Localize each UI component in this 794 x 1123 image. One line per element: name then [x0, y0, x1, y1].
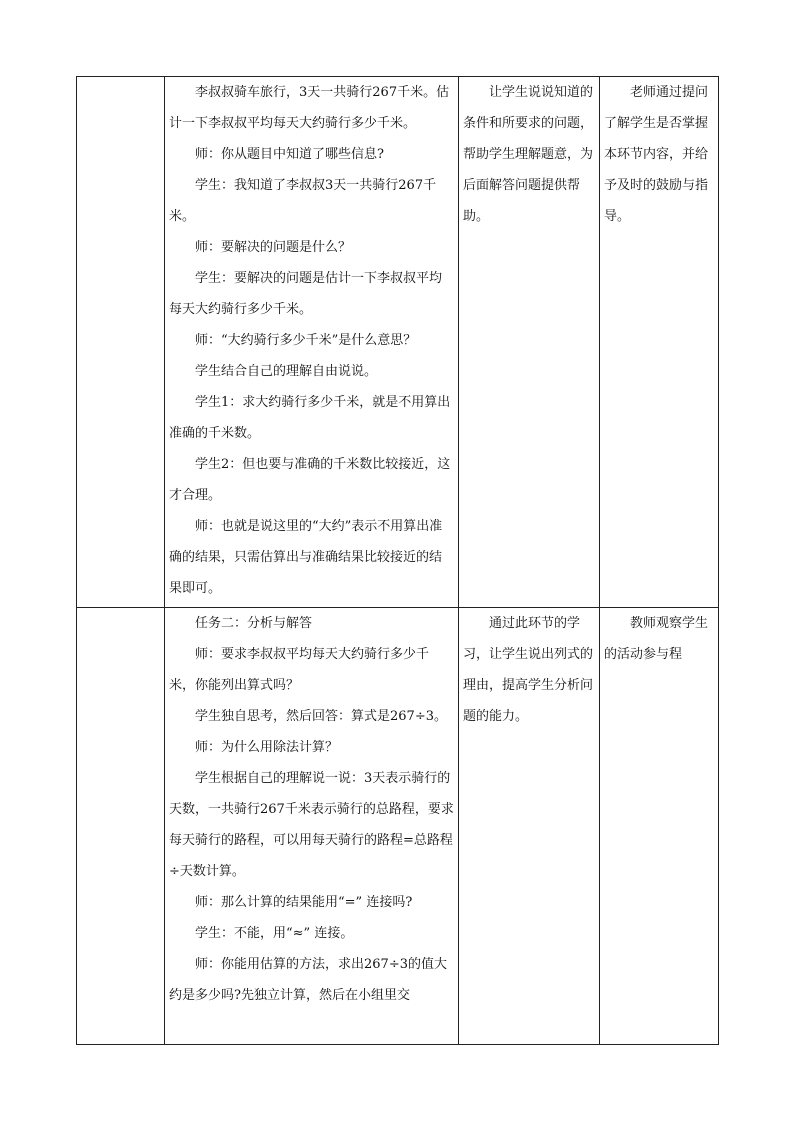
- process-line: 师：要解决的问题是什么？: [195, 240, 352, 255]
- table-row: [77, 608, 719, 1045]
- process-line: 师：那么计算的结果能用“=” 连接吗?: [195, 895, 413, 910]
- evaluation-text: 老师通过提问了解学生是否掌握本环节内容，并给予及时的鼓励与指导。: [604, 85, 709, 224]
- design-intent-cell: [459, 77, 600, 608]
- lesson-plan-table: [76, 76, 719, 1045]
- design-intent-text: 通过此环节的学习，让学生说出列式的理由，提高学生分析问题的能力。: [463, 616, 594, 724]
- design-intent-text: 让学生说说知道的条件和所要求的问题，帮助学生理解题意，为后面解答问题提供帮助。: [463, 85, 594, 224]
- process-line: 学生：我知道了李叔叔3天一共骑行267千米。: [169, 178, 437, 224]
- process-line: 学生：不能，用“≈” 连接。: [195, 926, 354, 941]
- design-intent-cell: [459, 608, 600, 1045]
- process-line: 师：“大约骑行多少千米”是什么意思？: [195, 333, 417, 348]
- table-row: [77, 77, 719, 608]
- process-line: 学生2：但也要与准确的千米数比较接近，这才合理。: [169, 457, 451, 503]
- teaching-process-cell: [165, 608, 459, 1045]
- process-line: 师：你能用估算的方法，求出267÷3的值大约是多少吗?先独立计算，然后在小组里交: [169, 957, 447, 1003]
- process-line: 学生结合自己的理解自由说说。: [195, 364, 378, 379]
- process-line: 学生根据自己的理解说一说：3天表示骑行的天数，一共骑行267千米表示骑行的总路程，要求每天骑行的路程，可以用每天骑行的路程=总路程÷天数计算。: [169, 771, 454, 879]
- process-line: 李叔叔骑车旅行，3天一共骑行267千米。估计一下李叔叔平均每天大约骑行多少千米。: [169, 85, 450, 131]
- teaching-process-cell: [165, 77, 459, 608]
- process-line: 学生1：求大约骑行多少千米，就是不用算出准确的千米数。: [169, 395, 451, 441]
- process-line: 师：要求李叔叔平均每天大约骑行多少千米，你能列出算式吗？: [169, 647, 430, 693]
- process-line: 任务二：分析与解答: [195, 616, 313, 631]
- process-line: 学生：要解决的问题是估计一下李叔叔平均每天大约骑行多少千米。: [169, 271, 443, 317]
- evaluation-cell: [600, 608, 719, 1045]
- process-line: 师：你从题目中知道了哪些信息?: [195, 147, 384, 162]
- process-line: 学生独自思考，然后回答：算式是267÷3。: [195, 709, 447, 724]
- stage-cell: [77, 77, 165, 608]
- evaluation-cell: [600, 77, 719, 608]
- process-line: 师：也就是说这里的“大约”表示不用算出准确的结果，只需估算出与准确结果比较接近的结果即可。: [169, 519, 443, 596]
- process-line: 师：为什么用除法计算？: [195, 740, 339, 755]
- evaluation-text: 教师观察学生的活动参与程: [604, 616, 709, 662]
- stage-cell: [77, 608, 165, 1045]
